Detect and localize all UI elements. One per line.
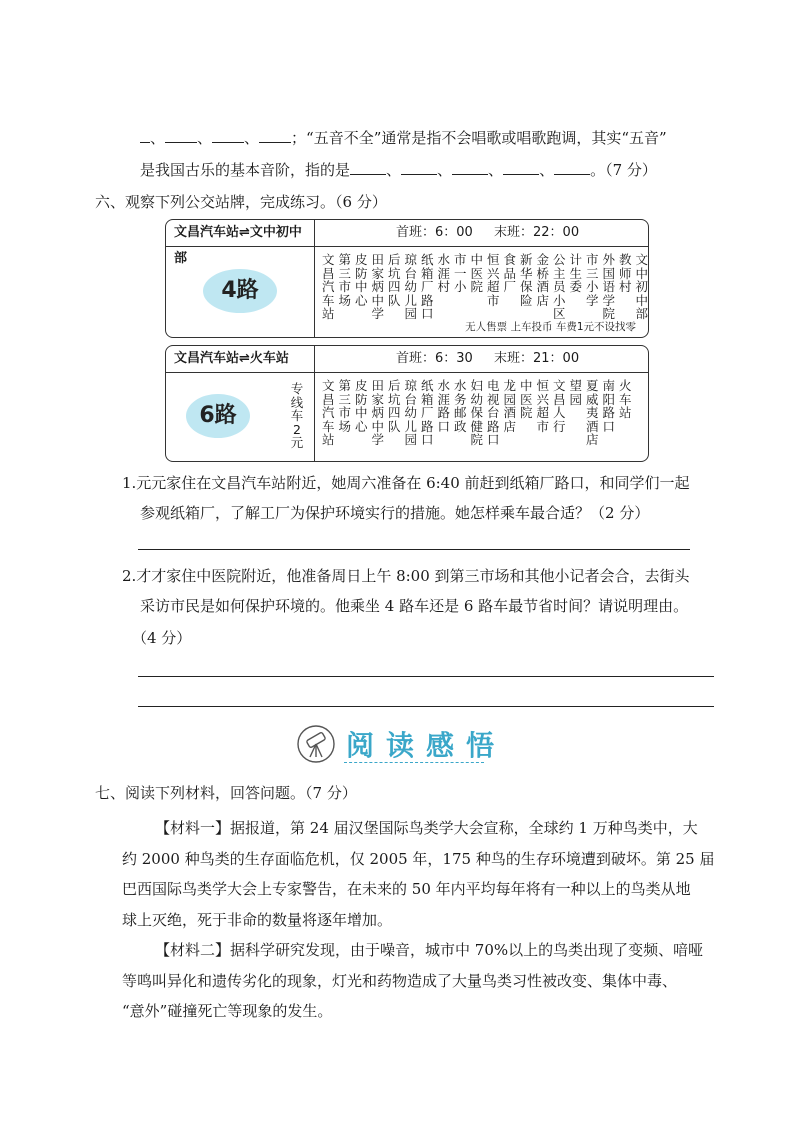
bus-stop: 琼台幼儿园 xyxy=(404,252,417,321)
bus-stop: 南阳路口 xyxy=(602,378,615,434)
answer-blank[interactable] xyxy=(165,128,197,143)
bus-stop: 文昌汽车站 xyxy=(321,252,335,321)
bus-stop: 后坑四队 xyxy=(387,252,401,308)
route-badge-area xyxy=(166,246,315,337)
bus-stop: 水涯村 xyxy=(437,252,450,294)
answer-blank[interactable] xyxy=(554,160,590,175)
route-badge-4: 4路 xyxy=(203,269,277,313)
banner-underline xyxy=(344,762,484,763)
bus-stop: 龙园酒店 xyxy=(503,378,516,434)
bus-stop: 中医院 xyxy=(519,378,533,420)
bus-stop: 恒兴超市 xyxy=(486,252,500,308)
bus-stop: 皮防中心 xyxy=(354,252,368,308)
bus-stop: 中医院 xyxy=(470,252,483,294)
bus-stop: 望园 xyxy=(569,378,582,407)
bus-stop: 文昌汽车站 xyxy=(321,378,335,447)
question-1-line-1: 1.元元家住在文昌汽车站附近，她周六准备在 6:40 前赶到纸箱厂路口，和同学们一起 xyxy=(122,474,690,492)
bus-stop: 夏威夷酒店 xyxy=(585,378,599,447)
answer-line-q2-b[interactable] xyxy=(138,706,714,707)
bus-stop: 火车站 xyxy=(618,378,632,420)
answer-blank[interactable] xyxy=(350,160,386,175)
answer-blank[interactable] xyxy=(401,160,437,175)
bus-stop: 纸箱厂路口 xyxy=(420,378,434,447)
telescope-icon xyxy=(296,724,336,768)
route-title: 文昌汽车站⇌文中初中部 xyxy=(166,220,315,246)
bus-stop: 电视台路口 xyxy=(486,378,500,447)
section-7-title: 七、阅读下列材料，回答问题。（7 分） xyxy=(95,784,357,802)
top-line-1: 、 、 、 ；“五音不全”通常是指不会唱歌或唱歌跑调，其实“五音” xyxy=(140,128,667,148)
bus-stop: 市三小学 xyxy=(585,252,599,308)
bus-stop: 纸箱厂路口 xyxy=(420,252,434,321)
material-1-line-1: 【材料一】据报道，第 24 届汉堡国际鸟类学大会宣称，全球约 1 万种鸟类中，大 xyxy=(155,819,698,837)
answer-blank[interactable] xyxy=(140,128,150,143)
board-header xyxy=(166,220,648,266)
question-2-line-2: 采访市民是如何保护环境的。他乘坐 4 路车还是 6 路车最节省时间？请说明理由。 xyxy=(140,597,689,615)
answer-line-q1[interactable] xyxy=(138,549,690,550)
bus-stop: 教师村 xyxy=(618,252,632,294)
bus-board-route-6 xyxy=(165,345,649,462)
bus-stop: 食品厂 xyxy=(503,252,516,294)
bus-stop: 外国语学院 xyxy=(602,252,615,321)
material-1-line-3: 巴西国际鸟类学大会上专家警告，在未来的 50 年内平均每年将有一种以上的鸟类从地 xyxy=(122,880,691,898)
board-header xyxy=(166,346,648,373)
bus-stop: 市一小 xyxy=(453,252,467,294)
fare-note: 无人售票 上车投币 车费1元不设找零 xyxy=(465,321,636,333)
answer-blank[interactable] xyxy=(259,128,291,143)
bus-stop: 公主员小区 xyxy=(552,252,566,321)
bus-stop: 计生委 xyxy=(569,252,582,294)
answer-blank[interactable] xyxy=(503,160,539,175)
material-1-line-4: 球上灭绝，死于非命的数量将逐年增加。 xyxy=(122,911,393,929)
bus-stop: 妇幼保健院 xyxy=(470,378,483,447)
stop-list-route-6 xyxy=(320,379,634,447)
route-badge-area xyxy=(166,372,315,461)
bus-stop: 文昌人行 xyxy=(552,378,566,434)
bus-stop: 恒兴超市 xyxy=(536,378,549,434)
top-line-2-text: 是我国古乐的基本音阶，指的是 xyxy=(140,161,351,179)
bus-board-route-4 xyxy=(165,219,649,338)
bus-stop: 新华保险 xyxy=(519,252,533,308)
material-2-line-1: 【材料二】据科学研究发现，由于噪音，城市中 70%以上的鸟类出现了变频、喑哑 xyxy=(155,941,704,959)
answer-blank[interactable] xyxy=(212,128,244,143)
question-2-line-1: 2.才才家住中医院附近，他准备周日上午 8:00 到第三市场和其他小记者会合，去街头 xyxy=(122,567,690,585)
top-line-2: 是我国古乐的基本音阶，指的是 、 、 、 、 。（7 分） xyxy=(140,161,657,179)
question-1-line-2: 参观纸箱厂，了解工厂为保护环境实行的措施。她怎样乘车最合适？（2 分） xyxy=(140,504,650,522)
top-line-2-score: 。（7 分） xyxy=(590,161,657,179)
bus-stop: 田家炳中学 xyxy=(371,252,384,321)
bus-stop: 第三市场 xyxy=(338,252,351,308)
special-line-note: 专线车2元 xyxy=(290,381,304,450)
first-bus-time: 首班：6：30 xyxy=(396,351,473,366)
route-title: 文昌汽车站⇌火车站 xyxy=(166,346,315,372)
top-line-1-text: ；“五音不全”通常是指不会唱歌或唱歌跑调，其实“五音” xyxy=(291,129,667,147)
bus-stop: 水务邮政 xyxy=(453,378,467,434)
question-2-line-3: （4 分） xyxy=(132,629,192,647)
bus-stop: 后坑四队 xyxy=(387,378,401,434)
first-bus-time: 首班：6：00 xyxy=(396,225,473,240)
bus-stop: 琼台幼儿园 xyxy=(404,378,417,447)
section-6-title: 六、观察下列公交站牌，完成练习。（6 分） xyxy=(95,193,387,211)
reading-section-banner xyxy=(296,722,516,770)
bus-stop: 水涯路口 xyxy=(437,378,450,434)
material-2-line-3: “意外”碰撞死亡等现象的发生。 xyxy=(122,1002,333,1020)
bus-stop: 第三市场 xyxy=(338,378,351,434)
bus-stop: 田家炳中学 xyxy=(371,378,384,447)
stop-list-route-4 xyxy=(320,253,650,321)
last-bus-time: 末班：21：00 xyxy=(494,351,580,366)
bus-stop: 文中初中部 xyxy=(635,252,648,321)
last-bus-time: 末班：22：00 xyxy=(494,225,580,240)
banner-title: 阅读感悟 xyxy=(346,729,507,762)
bus-stop: 皮防中心 xyxy=(354,378,368,434)
route-badge-6: 6路 xyxy=(186,394,250,438)
material-1-line-2: 约 2000 种鸟类的生存面临危机，仅 2005 年，175 种鸟的生存环境遭到破坏。第 25 届 xyxy=(122,850,715,868)
material-2-line-2: 等鸣叫异化和遗传劣化的现象，灯光和药物造成了大量鸟类习性被改变、集体中毒、 xyxy=(122,972,678,990)
bus-stop: 金桥酒店 xyxy=(536,252,549,308)
answer-line-q2-a[interactable] xyxy=(138,676,714,677)
answer-blank[interactable] xyxy=(452,160,488,175)
